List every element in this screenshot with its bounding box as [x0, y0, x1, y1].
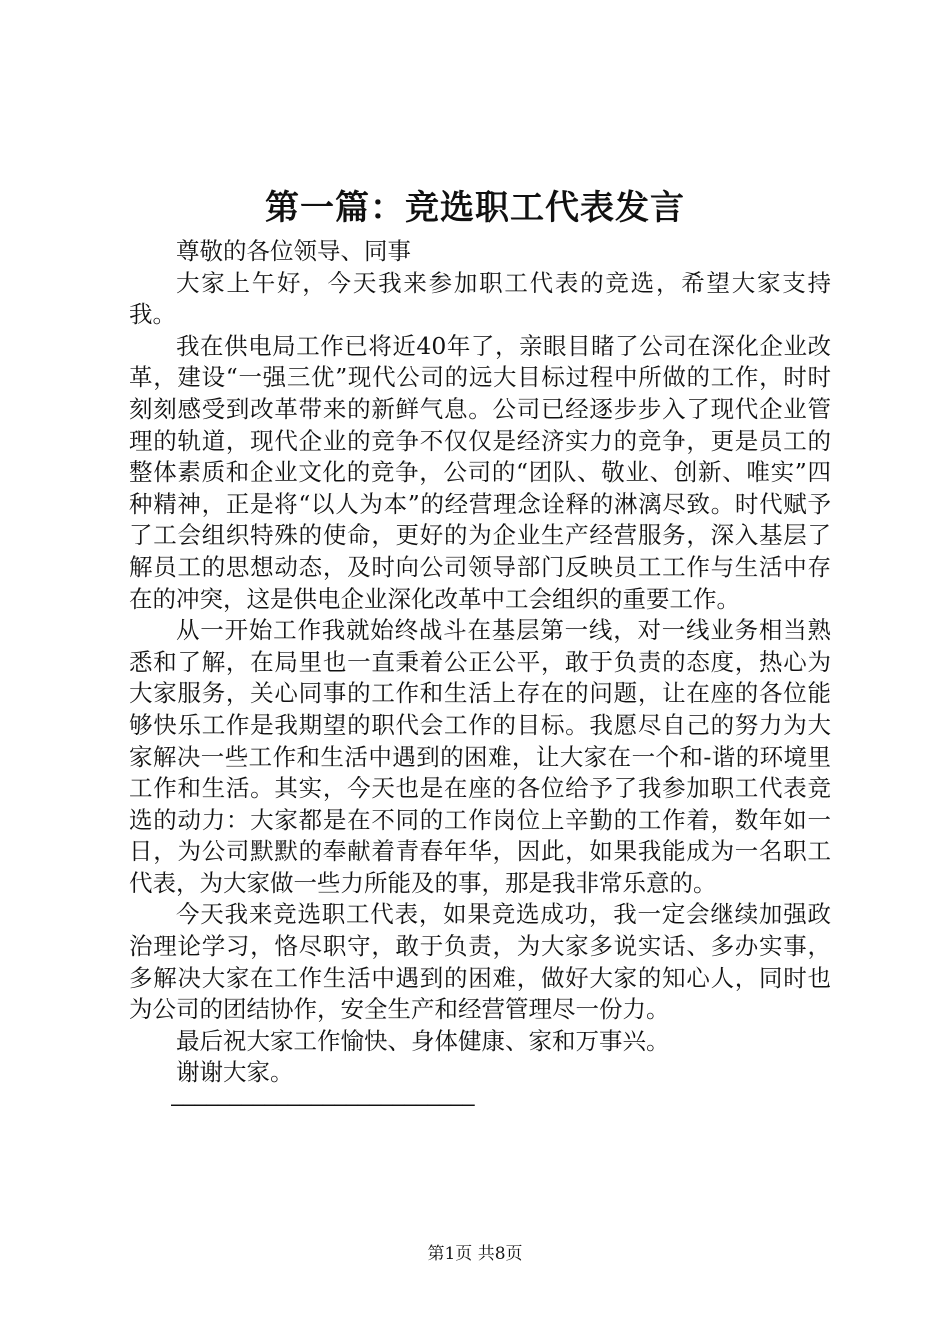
experience-paragraph: 从一开始工作我就始终战斗在基层第一线，对一线业务相当熟悉和了解，在局里也一直秉着公正公平，敢于负责的态度，热心为大家服务，关心同事的工作和生活上存在的问题，让在座的各位能够快乐工作是我期望的职代会工作的目标。我愿尽自己的努力为大家解决一些工作和生活中遇到的困难，让大家在一个和-谐的环境里工作和生活。其实，今天也是在座的各位给予了我参加职工代表竞选的动力：大家都是在不同的工作岗位上辛勤的工作着，数年如一日，为公司默默的奉献着青春年华，因此，如果我能成为一名职工代表，为大家做一些力所能及的事，那是我非常乐意的。 — [129, 616, 831, 897]
page-number-footer: 第1页 共8页 — [427, 1244, 523, 1264]
commitment-paragraph: 今天我来竞选职工代表，如果竞选成功，我一定会继续加强政治理论学习，恪尽职守，敢于负责，为大家多说实话、多办实事，多解决大家在工作生活中遇到的困难，做好大家的知心人，同时也为公司的团结协作，安全生产和经营管理尽一份力。 — [129, 900, 831, 1024]
greeting-paragraph: 大家上午好，今天我来参加职工代表的竞选，希望大家支持我。 — [129, 268, 831, 329]
document-title: 第一篇：竞选职工代表发言 — [265, 188, 685, 228]
divider-line: —————————————————————————— — [171, 1092, 474, 1117]
thanks-paragraph: 谢谢大家。 — [176, 1058, 294, 1087]
document-body — [129, 236, 831, 1121]
background-paragraph: 我在供电局工作已将近40年了，亲眼目睹了公司在深化企业改革，建设“一强三优”现代公司的远大目标过程中所做的工作，时时刻刻感受到改革带来的新鲜气息。公司已经逐步步入了现代企业管理的轨道，现代企业的竞争不仅仅是经济实力的竞争，更是员工的整体素质和企业文化的竞争，公司的“团队、敬业、创新、唯实”四种精神，正是将“以人为本”的经营理念诠释的淋漓尽致。时代赋予了工会组织特殊的使命，更好的为企业生产经营服务，深入基层了解员工的思想动态，及时向公司领导部门反映员工工作与生活中存在的冲突，这是供电企业深化改革中工会组织的重要工作。 — [129, 331, 831, 613]
salutation: 尊敬的各位领导、同事 — [176, 237, 411, 265]
wishes-paragraph: 最后祝大家工作愉快、身体健康、家和万事兴。 — [176, 1026, 670, 1055]
